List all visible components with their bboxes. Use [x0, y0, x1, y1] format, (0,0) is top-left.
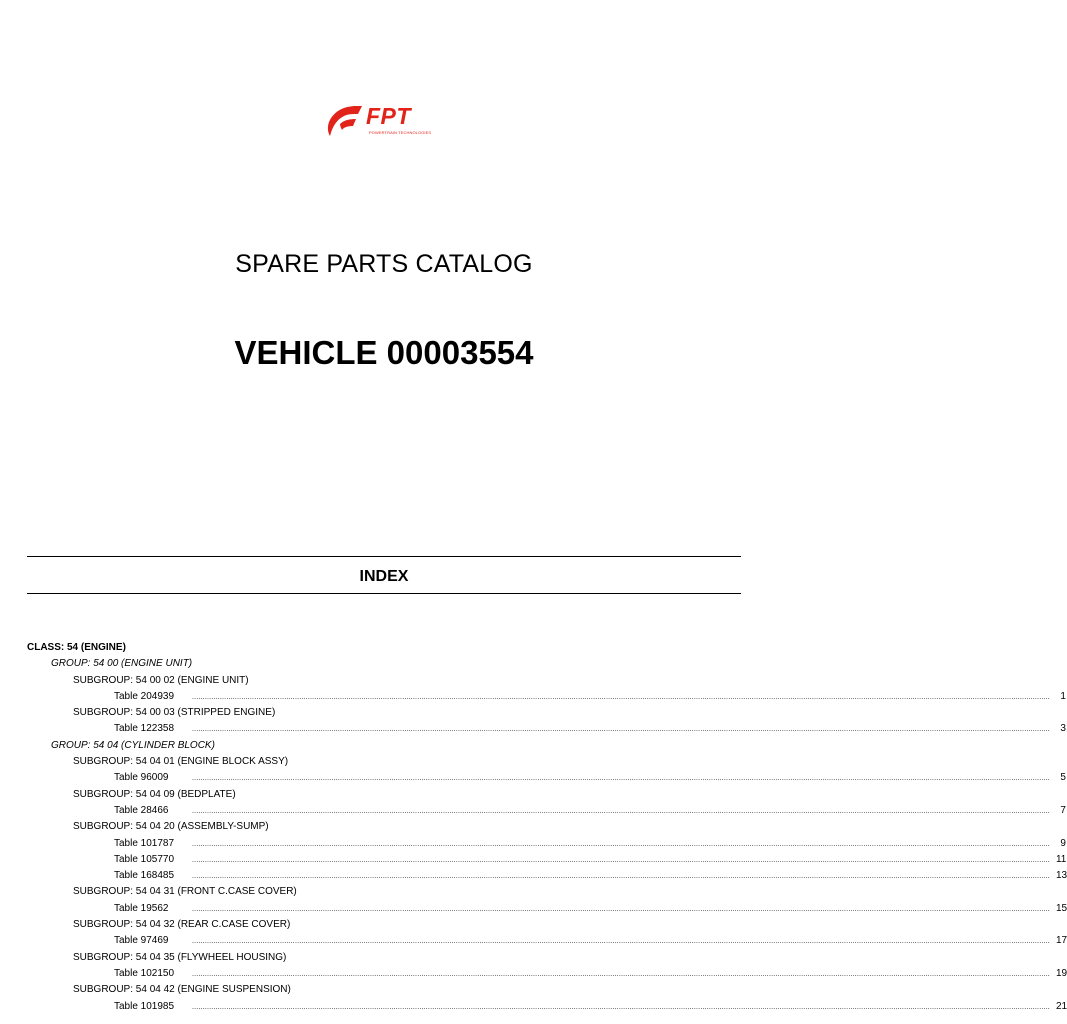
- dot-leader: ................................................................................................................................................................................................................................................................................................................................................................................................................: [192, 775, 1050, 783]
- index-table-entry[interactable]: [27, 901, 1067, 917]
- dot-leader: ................................................................................................................................................................................................................................................................................................................................................................................................................: [192, 840, 1050, 848]
- vehicle-title: VEHICLE 00003554: [234, 334, 534, 371]
- page-number: 11: [1055, 853, 1067, 865]
- index-list: [27, 640, 1067, 1015]
- index-subgroup-heading: SUBGROUP: 54 04 01 (ENGINE BLOCK ASSY): [73, 756, 289, 768]
- index-table-entry[interactable]: [27, 689, 1066, 705]
- table-label: Table 97469: [114, 935, 169, 947]
- index-table-entry[interactable]: [27, 933, 1067, 949]
- index-table-entry[interactable]: [27, 770, 1066, 786]
- table-label: Table 96009: [114, 772, 169, 784]
- page-number: 5: [1060, 772, 1066, 784]
- dot-leader: ................................................................................................................................................................................................................................................................................................................................................................................................................: [192, 856, 1050, 864]
- index-table-entry[interactable]: [27, 721, 1066, 737]
- brand-logo-text: FPT: [366, 103, 411, 129]
- table-label: Table 168485: [114, 870, 175, 882]
- index-subgroup-heading: SUBGROUP: 54 04 35 (FLYWHEEL HOUSING): [73, 951, 287, 963]
- index-bottom-divider: [27, 593, 741, 594]
- index-subgroup-heading: SUBGROUP: 54 00 03 (STRIPPED ENGINE): [73, 707, 276, 719]
- index-group-heading: GROUP: 54 04 (CYLINDER BLOCK): [51, 739, 215, 751]
- index-table-entry[interactable]: [27, 803, 1066, 819]
- dot-leader: ................................................................................................................................................................................................................................................................................................................................................................................................................: [192, 726, 1050, 734]
- index-subgroup-heading: SUBGROUP: 54 04 09 (BEDPLATE): [73, 788, 236, 800]
- table-label: Table 102150: [114, 967, 175, 979]
- dot-leader: ................................................................................................................................................................................................................................................................................................................................................................................................................: [192, 807, 1050, 815]
- page-number: 1: [1060, 690, 1066, 702]
- page-number: 21: [1055, 1000, 1067, 1012]
- index-subgroup-heading: SUBGROUP: 54 04 20 (ASSEMBLY-SUMP): [73, 821, 269, 833]
- index-table-entry[interactable]: [27, 852, 1067, 868]
- table-label: Table 122358: [114, 723, 175, 735]
- dot-leader: ................................................................................................................................................................................................................................................................................................................................................................................................................: [192, 970, 1050, 978]
- dot-leader: ................................................................................................................................................................................................................................................................................................................................................................................................................: [192, 693, 1050, 701]
- index-subgroup-heading: SUBGROUP: 54 04 42 (ENGINE SUSPENSION): [73, 984, 291, 996]
- index-title: INDEX: [359, 568, 409, 585]
- dot-leader: ................................................................................................................................................................................................................................................................................................................................................................................................................: [192, 905, 1050, 913]
- index-subgroup-heading: SUBGROUP: 54 04 32 (REAR C.CASE COVER): [73, 919, 291, 931]
- index-subgroup-heading: SUBGROUP: 54 04 31 (FRONT C.CASE COVER): [73, 886, 297, 898]
- table-label: Table 19562: [114, 902, 169, 914]
- table-label: Table 105770: [114, 853, 175, 865]
- page-number: 3: [1060, 723, 1066, 735]
- dot-leader: ................................................................................................................................................................................................................................................................................................................................................................................................................: [192, 938, 1050, 946]
- index-group-heading: GROUP: 54 00 (ENGINE UNIT): [51, 658, 193, 670]
- index-table-entry[interactable]: [27, 836, 1066, 852]
- dot-leader: ................................................................................................................................................................................................................................................................................................................................................................................................................: [192, 873, 1050, 881]
- page-number: 19: [1055, 967, 1067, 979]
- page-number: 13: [1055, 870, 1067, 882]
- index-top-divider: [27, 556, 741, 557]
- index-subgroup-heading: SUBGROUP: 54 00 02 (ENGINE UNIT): [73, 674, 249, 686]
- index-table-entry[interactable]: [27, 868, 1067, 884]
- page-number: 15: [1055, 902, 1067, 914]
- brand-logo-tagline: POWERTRAIN TECHNOLOGIES: [369, 130, 432, 135]
- catalog-title: SPARE PARTS CATALOG: [235, 250, 533, 278]
- index-table-entry[interactable]: [27, 966, 1067, 982]
- index-class-heading: CLASS: 54 (ENGINE): [27, 642, 126, 653]
- page-number: 17: [1055, 935, 1067, 947]
- table-label: Table 101787: [114, 837, 175, 849]
- page-number: 7: [1060, 804, 1066, 816]
- page-number: 9: [1060, 837, 1066, 849]
- table-label: Table 28466: [114, 804, 169, 816]
- index-table-entry[interactable]: [27, 999, 1067, 1015]
- dot-leader: ................................................................................................................................................................................................................................................................................................................................................................................................................: [192, 1003, 1050, 1011]
- table-label: Table 204939: [114, 690, 175, 702]
- table-label: Table 101985: [114, 1000, 175, 1012]
